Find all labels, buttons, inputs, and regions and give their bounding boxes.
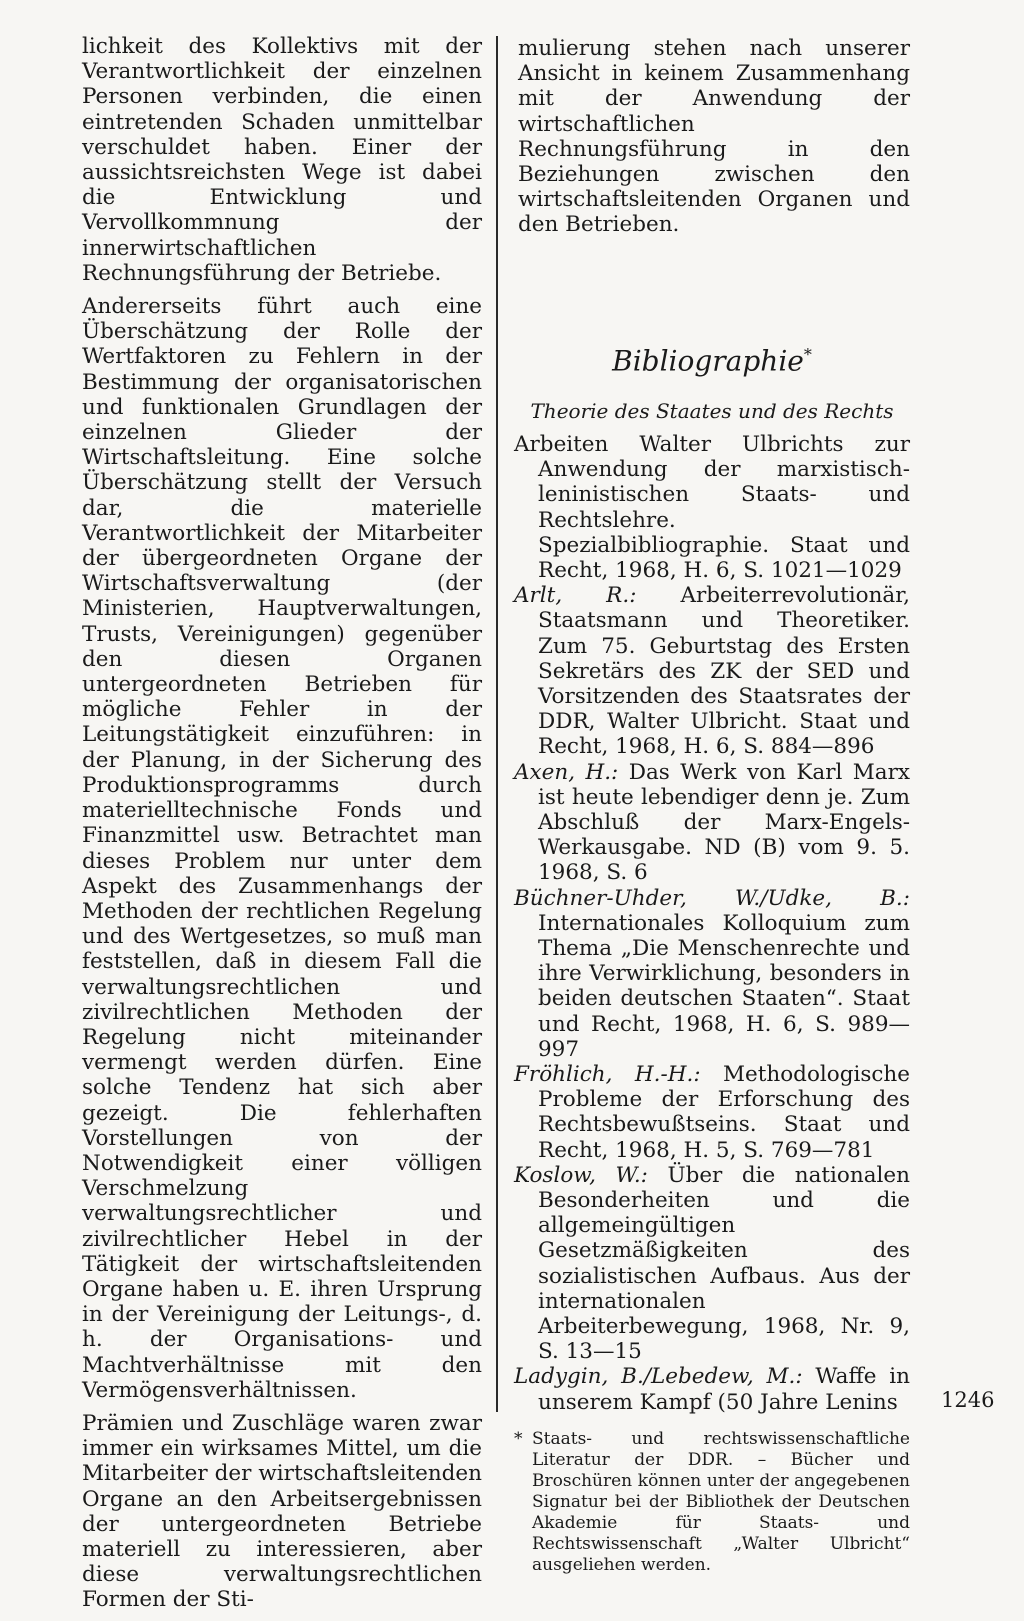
paragraph: lichkeit des Kollektivs mit der Verantwortlichkeit der einzelnen Personen verbinden, die einen eintretenden Schaden unmittelbar verschuldet haben. Einer der aussichtsreichsten Wege ist dabei die Entwicklung und Vervollkommnung der innerwirtschaftlichen Rechnungsführung der Betriebe. — [82, 34, 482, 286]
entry-author: Ladygin, B./Lebedew, M.: — [514, 1364, 803, 1390]
spacer — [514, 238, 910, 338]
page-number: 1246 — [941, 1388, 995, 1412]
entry-author: Axen, H.: — [514, 759, 619, 785]
entry-text: Internationales Kolloquium zum Thema „Die Menschenrechte und ihre Verwirklichung, besonders in beiden deutschen Staaten“. Staat und Recht, 1968, H. 6, S. 989—997 — [538, 910, 910, 1062]
section-subheading: Theorie des Staates und des Rechts — [530, 398, 894, 423]
paragraph: Andererseits führt auch eine Überschätzung der Rolle der Wertfaktoren zu Fehlern in der Bestimmung der organisatorischen und funktionalen Grundlagen der einzelnen Glieder der Wirtschaftsleitung. Eine solche Überschätzung stellt der Versuch dar, die materielle Verantwortlichkeit der Mitarbeiter der übergeordneten Organe der Wirtschaftsverwaltung (der Ministerien, Hauptverwaltungen, Trusts, Vereinigungen) gegenüber den diesen Organen untergeordneten Betrieben für mögliche Fehler in der Leitungstätigkeit einzuführen: in der Planung, in der Sicherung des Produktionsprogramms durch materielltechnische Fonds und Finanzmittel usw. Betrachtet man dieses Problem nur unter dem Aspekt des Zusammenhangs der Methoden der rechtlichen Regelung und des Wertgesetzes, so muß man feststellen, daß in diesem Fall die verwaltungsrechtlichen und zivilrechtlichen Methoden der Regelung nicht miteinander vermengt werden dürfen. Eine solche Tendenz hat sich aber gezeigt. Die fehlerhaften Vorstellungen von der Notwendigkeit einer völligen Verschmelzung verwaltungsrechtlicher und zivilrechtlicher Hebel in der Tätigkeit der wirtschaftsleitenden Organe haben u. E. ihren Ursprung in der Vereinigung der Leitungs-, d. h. der Organisations- und Machtverhältnisse mit den Vermögensverhältnissen. — [82, 294, 482, 1403]
bibliography-list — [514, 432, 910, 1415]
bibliography-title — [514, 338, 910, 378]
bibliography-entry — [514, 886, 910, 1062]
bibliography-entry — [514, 432, 910, 583]
bibliography-entry — [514, 760, 910, 886]
left-column — [82, 34, 482, 1621]
column-divider — [496, 36, 498, 1412]
bibliography-title-text: Bibliographie — [612, 343, 804, 377]
bibliography-entry — [514, 583, 910, 759]
entry-author: Fröhlich, H.-H.: — [514, 1062, 701, 1088]
entry-text: Arbeiten Walter Ulbrichts zur Anwendung der marxistisch-leninistischen Staats- und Rechtslehre. Spezialbibliographie. Staat und Recht, 1968, H. 6, S. 1021—1029 — [514, 431, 910, 583]
entry-text: Arbeiterrevolutionär, Staatsmann und Theoretiker. Zum 75. Geburtstag des Ersten Sekretärs des ZK der SED und Vorsitzenden des Staatsrates der DDR, Walter Ulbricht. Staat und Recht, 1968, H. 6, S. 884—896 — [538, 583, 910, 760]
entry-author: Büchner-Uhder, W./Udke, B.: — [514, 885, 910, 911]
entry-author: Arlt, R.: — [514, 583, 637, 609]
footnote — [514, 1429, 910, 1576]
bibliography-entry — [514, 1163, 910, 1365]
entry-text: Waffe in unserem Kampf (50 Jahre Lenins — [538, 1364, 911, 1415]
paragraph: mulierung stehen nach unserer Ansicht in keinem Zusammenhang mit der Anwendung der wirtschaftlichen Rechnungsführung in den Beziehungen zwischen den wirtschaftsleitenden Organen und den Betrieben. — [518, 36, 910, 238]
entry-text: Das Werk von Karl Marx ist heute lebendiger denn je. Zum Abschluß der Marx-Engels-Werkausgabe. ND (B) vom 9. 5. 1968, S. 6 — [538, 759, 910, 886]
paragraph: Prämien und Zuschläge waren zwar immer ein wirksames Mittel, um die Mitarbeiter der wirtschaftsleitenden Organe an den Arbeitsergebnissen der untergeordneten Betriebe materiell zu interessieren, aber diese verwaltungsrechtlichen Formen der Sti- — [82, 1410, 482, 1613]
entry-author: Koslow, W.: — [514, 1162, 648, 1188]
footnote-marker: * — [803, 344, 812, 364]
footnote-marker: * — [514, 1428, 523, 1449]
entry-text: Methodologische Probleme der Erforschung des Rechtsbewußtseins. Staat und Recht, 1968, H. 5, S. 769—781 — [538, 1062, 910, 1163]
entry-text: Über die nationalen Besonderheiten und die allgemeingültigen Gesetzmäßigkeiten des sozialistischen Aufbaus. Aus der internationalen Arbeiterbewegung, 1968, Nr. 9, S. 13—15 — [538, 1162, 910, 1365]
right-column — [514, 36, 910, 1576]
bibliography-entry — [514, 1062, 910, 1163]
bibliography-entry — [514, 1364, 910, 1414]
footnote-text: Staats- und rechtswissenschaftliche Literatur der DDR. – Bücher und Broschüren können unter der angegebenen Signatur bei der Bibliothek der Deutschen Akademie für Staats- und Rechtswissenschaft „Walter Ulbricht“ ausgeliehen werden. — [532, 1428, 910, 1575]
